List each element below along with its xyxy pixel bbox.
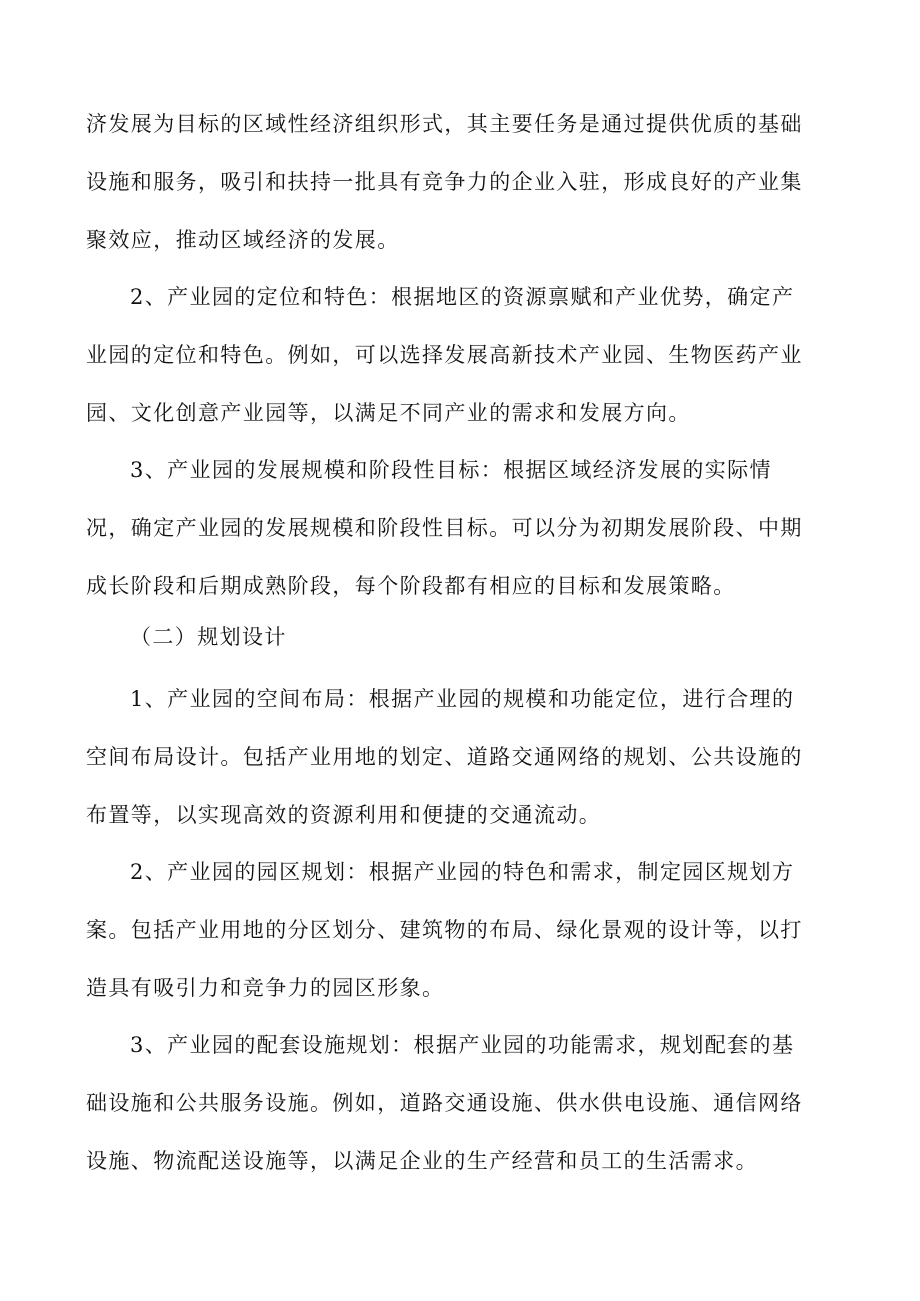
paragraph-spatial-layout	[86, 670, 834, 844]
text-line: 业园的定位和特色。例如，可以选择发展高新技术产业园、生物医药产业	[86, 343, 803, 367]
text-line: 济发展为目标的区域性经济组织形式，其主要任务是通过提供优质的基础	[86, 112, 803, 136]
paragraph-park-planning	[86, 843, 834, 1017]
text-line: 况，确定产业园的发展规模和阶段性目标。可以分为初期发展阶段、中期	[86, 516, 803, 540]
text-line: 园、文化创意产业园等，以满足不同产业的需求和发展方向。	[86, 401, 691, 425]
text-line: 3、产业园的配套设施规划：根据产业园的功能需求，规划配套的基	[130, 1033, 795, 1057]
text-line: 2、产业园的定位和特色：根据地区的资源禀赋和产业优势，确定产	[130, 285, 795, 309]
paragraph-positioning-and-features	[86, 268, 834, 442]
section-heading-planning-design: （二）规划设计	[130, 625, 287, 649]
paragraph-intro-continued	[86, 95, 834, 269]
text-line: 设施、物流配送设施等，以满足企业的生产经营和员工的生活需求。	[86, 1149, 758, 1173]
text-line: 设施和服务，吸引和扶持一批具有竞争力的企业入驻，形成良好的产业集	[86, 170, 803, 194]
text-line: 成长阶段和后期成熟阶段，每个阶段都有相应的目标和发展策略。	[86, 574, 736, 598]
text-line: 3、产业园的发展规模和阶段性目标：根据区域经济发展的实际情	[130, 458, 772, 482]
text-line: 2、产业园的园区规划：根据产业园的特色和需求，制定园区规划方	[130, 860, 795, 884]
text-line: 础设施和公共服务设施。例如，道路交通设施、供水供电设施、通信网络	[86, 1091, 803, 1115]
text-line: 1、产业园的空间布局：根据产业园的规模和功能定位，进行合理的	[130, 687, 795, 711]
paragraph-scale-and-goals	[86, 441, 834, 615]
text-line: 造具有吸引力和竞争力的园区形象。	[86, 976, 445, 1000]
paragraph-supporting-facilities	[86, 1016, 834, 1190]
text-line: 聚效应，推动区域经济的发展。	[86, 228, 400, 252]
text-line: 布置等，以实现高效的资源利用和便捷的交通流动。	[86, 803, 602, 827]
text-line: 案。包括产业用地的分区划分、建筑物的布局、绿化景观的设计等，以打	[86, 918, 803, 942]
text-line: 空间布局设计。包括产业用地的划定、道路交通网络的规划、公共设施的	[86, 745, 803, 769]
